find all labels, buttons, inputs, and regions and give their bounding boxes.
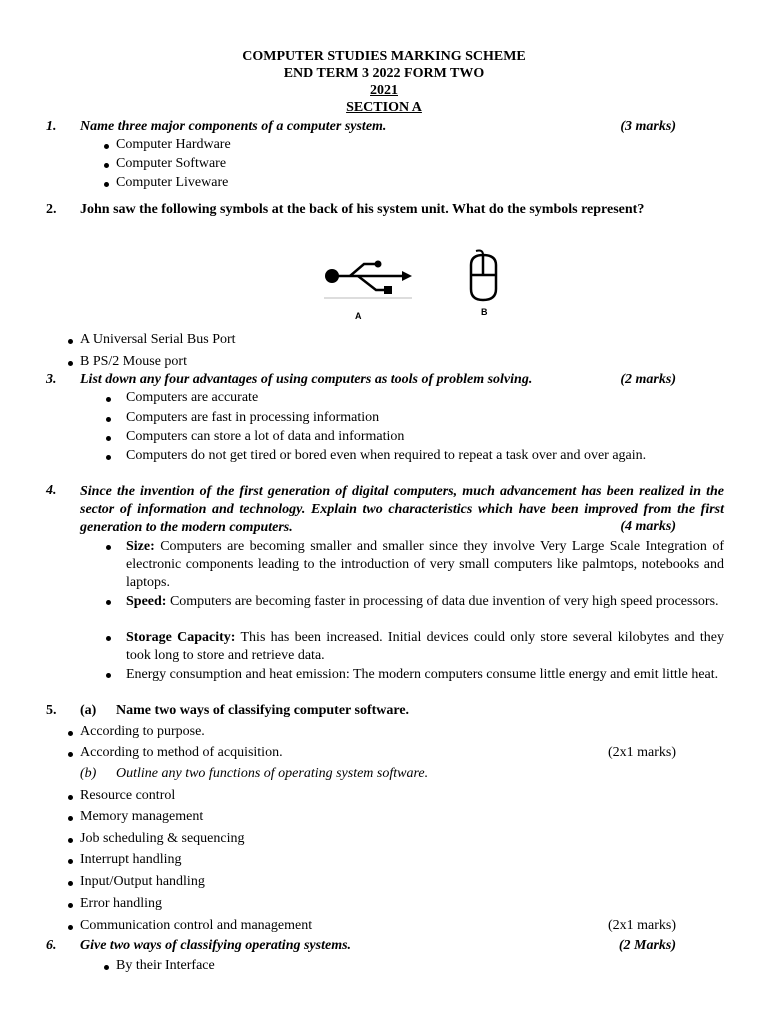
figure-b-label: B — [481, 307, 488, 317]
bullet-icon — [106, 397, 111, 402]
q6-marks: (2 Marks) — [618, 938, 676, 953]
q5b-answer: Input/Output handling — [80, 874, 205, 889]
figure-a-label: A — [355, 311, 362, 321]
q1-question: Name three major components of a computer system. — [80, 119, 387, 134]
answer-text: This has been increased. Initial devices could only store several kilobytes and they took long to store and retrieve data. — [126, 630, 725, 663]
q5b-answer: Interrupt handling — [80, 852, 182, 867]
q4-answer — [126, 629, 724, 665]
bullet-icon — [68, 339, 73, 344]
bullet-icon — [68, 731, 73, 736]
q1-number: 1. — [46, 119, 57, 134]
q5b-answer: Error handling — [80, 896, 163, 911]
q4-marks: (4 marks) — [620, 519, 676, 534]
bullet-icon — [106, 436, 111, 441]
bullet-icon — [106, 636, 111, 641]
q3-question: List down any four advantages of using computers as tools of problem solving. — [80, 372, 533, 387]
bullet-icon — [106, 673, 111, 678]
q3-marks: (2 marks) — [620, 372, 676, 387]
q4-question-text: Since the invention of the first generation of digital computers, much advancement has been realized in the sector of information and technology. Explain two characteristics which have been improved from the first generation to the modern computers. — [80, 484, 724, 535]
bullet-icon — [104, 144, 109, 149]
bullet-icon — [106, 600, 111, 605]
answer-term: Speed: — [126, 594, 167, 609]
q5b-marks: (2x1 marks) — [607, 918, 676, 933]
q3-answer: Computers are accurate — [126, 390, 259, 405]
q6-answer: By their Interface — [116, 958, 215, 973]
q5b-question: Outline any two functions of operating system software. — [116, 766, 429, 781]
q3-answer: Computers do not get tired or bored even when required to repeat a task over and over again. — [126, 448, 647, 463]
section-heading: SECTION A — [346, 100, 422, 115]
q5b-label: (b) — [80, 766, 97, 781]
q1-answer: Computer Software — [116, 156, 227, 171]
q1-answer: Computer Hardware — [116, 137, 231, 152]
bullet-icon — [104, 965, 109, 970]
bullet-icon — [104, 182, 109, 187]
q5a-answer: According to purpose. — [80, 724, 205, 739]
q5a-question: Name two ways of classifying computer software. — [116, 703, 410, 718]
q6-number: 6. — [46, 938, 57, 953]
q5a-answer: According to method of acquisition. — [80, 745, 283, 760]
bullet-icon — [106, 455, 111, 460]
bullet-icon — [68, 859, 73, 864]
bullet-icon — [68, 816, 73, 821]
bullet-icon — [68, 838, 73, 843]
q3-answer: Computers are fast in processing information — [126, 410, 380, 425]
bullet-icon — [104, 163, 109, 168]
bullet-icon — [68, 881, 73, 886]
q2-question: John saw the following symbols at the back of his system unit. What do the symbols represent? — [80, 202, 645, 217]
q5b-answer: Job scheduling & sequencing — [80, 831, 245, 846]
q4-answer — [126, 666, 724, 684]
bullet-icon — [68, 752, 73, 757]
doc-title: COMPUTER STUDIES MARKING SCHEME — [242, 49, 526, 64]
answer-text: Computers are becoming faster in processing of data due invention of very high speed processors. — [166, 594, 719, 609]
answer-term: Size: — [126, 539, 155, 554]
q5b-answer: Resource control — [80, 788, 176, 803]
q5a-marks: (2x1 marks) — [607, 745, 676, 760]
q1-marks: (3 marks) — [620, 119, 676, 134]
bullet-icon — [68, 925, 73, 930]
q3-answer: Computers can store a lot of data and information — [126, 429, 405, 444]
answer-text: Computers are becoming smaller and smaller since they involve Very Large Scale Integration of electronic components leading to the introduction of very small computers like palmtops, notebooks and laptops. — [126, 539, 724, 590]
bullet-icon — [68, 903, 73, 908]
answer-term: Storage Capacity: — [126, 630, 236, 645]
q1-answer: Computer Liveware — [116, 175, 229, 190]
doc-year: 2021 — [370, 83, 398, 98]
q2-answer: B PS/2 Mouse port — [80, 354, 187, 369]
q5b-answer: Communication control and management — [80, 918, 313, 933]
bullet-icon — [106, 545, 111, 550]
q3-number: 3. — [46, 372, 57, 387]
q2-number: 2. — [46, 202, 57, 217]
q6-question: Give two ways of classifying operating systems. — [80, 938, 352, 953]
bullet-icon — [68, 795, 73, 800]
q5b-answer: Memory management — [80, 809, 204, 824]
q4-answer — [126, 593, 724, 611]
doc-subtitle: END TERM 3 2022 FORM TWO — [283, 66, 485, 81]
q2-answer: A Universal Serial Bus Port — [80, 332, 236, 347]
q4-number: 4. — [46, 483, 57, 498]
q5-number: 5. — [46, 703, 57, 718]
q4-answer — [126, 538, 724, 592]
bullet-icon — [68, 361, 73, 366]
bullet-icon — [106, 417, 111, 422]
q5a-label: (a) — [80, 703, 97, 718]
mouse-icon — [466, 249, 502, 305]
answer-text: Energy consumption and heat emission: The modern computers consume little energy and emit little heat. — [126, 667, 719, 682]
usb-icon — [320, 254, 416, 300]
